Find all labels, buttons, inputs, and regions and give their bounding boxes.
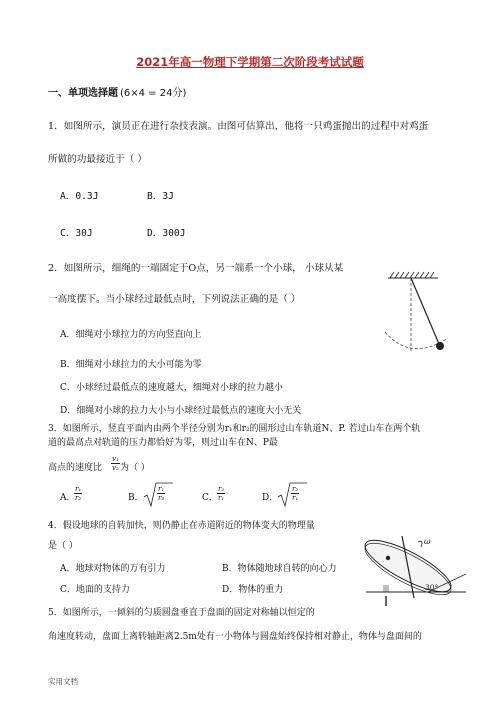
q1-stem-line1: 1．如图所示，演员正在进行杂技表演。由图可估算出，他将一只鸡蛋抛出的过程中对鸡蛋 xyxy=(48,121,429,132)
q2-stem-line1: 2．如图所示，细绳的一端固定于O点，另一端系一个小球， 小球从某 xyxy=(48,263,344,274)
q3-option-d: D． xyxy=(262,493,279,503)
q3-option-a-fraction xyxy=(74,485,82,502)
q2-stem-line2: 一高度摆下。当小球经过最低点时，下列说法正确的是（ ） xyxy=(48,294,301,305)
q3-stem-line3: 高点的速度比 xyxy=(48,463,103,473)
q3-option-c-fraction xyxy=(217,485,225,502)
q3-velocity-ratio xyxy=(111,455,120,472)
frac-num: r₂ xyxy=(292,485,299,493)
frac-num: r₁ xyxy=(75,485,82,493)
frac-den: r₁ xyxy=(218,494,225,502)
q1-option-b: B．3J xyxy=(147,191,174,202)
omega-label: ω xyxy=(424,537,431,546)
q4-stem-line2: 是（ ） xyxy=(48,541,78,551)
angle-label: 30° xyxy=(425,583,439,592)
q3-stem-line1: 3．如图所示，竖直平面内由两个半径分别为r₁和r₂的圆形过山车轨道N、P. 若过山车在两个轨 xyxy=(48,424,421,434)
page-title: 2021年高一物理下学期第二次阶段考试试题 xyxy=(136,55,364,69)
section-heading xyxy=(48,84,186,99)
tilted-disc-figure xyxy=(358,528,468,608)
q3-option-c: C． xyxy=(202,493,218,503)
ratio-denominator: v₂ xyxy=(112,464,119,472)
frac-num: r₁ xyxy=(158,485,165,493)
ratio-numerator: v₁ xyxy=(112,455,119,463)
q4-option-b: B．物体随地球自转的向心力 xyxy=(222,564,337,574)
q5-stem-line2: 角速度转动，盘面上离转轴距离2.5m处有一小物体与圆盘始终保持相对静止，物体与盘面间的 xyxy=(48,632,422,642)
q2-option-c: C．小球经过最低点的速度越大，细绳对小球的拉力越小 xyxy=(60,383,283,393)
q4-stem-line1: 4．假设地球的自转加快，则仍静止在赤道附近的物体变大的物理量 xyxy=(48,521,315,531)
footer-text: 实用文档 xyxy=(48,677,78,686)
q4-option-d: D．物体的重力 xyxy=(222,585,284,595)
q4-option-a: A．地球对物体的万有引力 xyxy=(60,564,166,574)
q3-stem-line3-end: 为（ ） xyxy=(120,463,150,473)
q2-option-d: D．细绳对小球的拉力大小与小球经过最低点的速度大小无关 xyxy=(60,406,302,416)
section-score: (6×4 = 24分) xyxy=(120,88,187,99)
q3-option-d-fraction xyxy=(291,485,299,502)
q2-option-b: B．细绳对小球拉力的大小可能为零 xyxy=(60,360,202,370)
q4-option-c: C．地面的支持力 xyxy=(60,585,130,595)
q3-option-b-fraction xyxy=(157,485,165,502)
q3-option-a: A． xyxy=(60,493,76,503)
q1-option-a: A．0.3J xyxy=(60,191,99,202)
q1-option-c: C．30J xyxy=(60,228,93,239)
frac-den: r₂ xyxy=(75,494,82,502)
q3-stem-line2: 道的最高点对轨道的压力都恰好为零，则过山车在N、P最 xyxy=(48,438,278,448)
frac-num: r₂ xyxy=(218,485,225,493)
q3-option-b: B． xyxy=(128,493,144,503)
q5-stem-line1: 5．如图所示，一倾斜的匀质圆盘垂直于盘面的固定对称轴以恒定的 xyxy=(48,608,315,618)
pendulum-figure xyxy=(378,270,468,360)
q1-stem-line2: 所做的功最接近于（ ） xyxy=(48,154,147,165)
q2-option-a: A．细绳对小球拉力的方向竖直向上 xyxy=(60,330,202,340)
section-heading-label: 一、单项选择题 xyxy=(48,88,118,99)
q1-option-d: D．300J xyxy=(147,228,186,239)
frac-den: r₂ xyxy=(158,494,165,502)
frac-den: r₁ xyxy=(292,494,299,502)
